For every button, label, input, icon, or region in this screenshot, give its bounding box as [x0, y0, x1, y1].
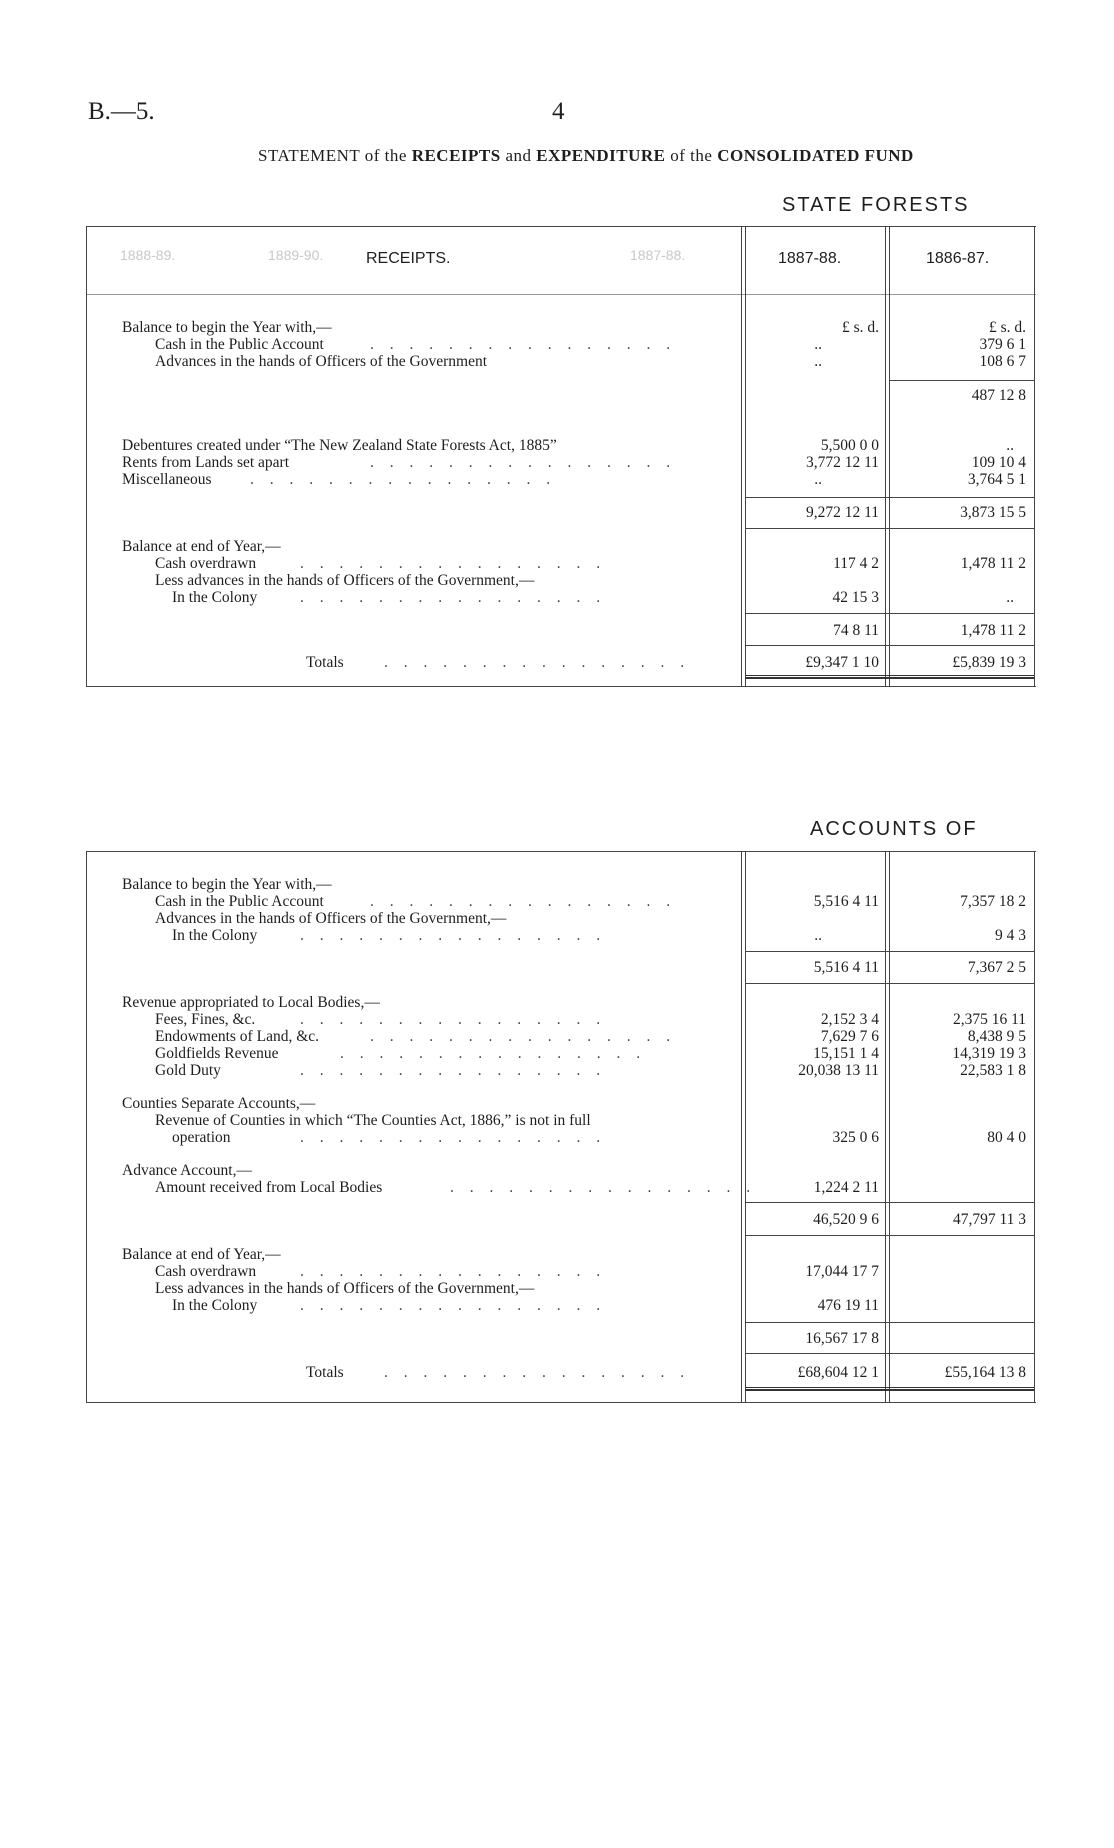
value-1887: 3,772 12 11 [805, 454, 879, 471]
value-1887: 325 0 6 [832, 1129, 879, 1146]
subtotal-1886: 47,797 11 3 [952, 1211, 1026, 1228]
value-1886: .. [1006, 437, 1014, 454]
row-label: Balance to begin the Year with,— [122, 876, 332, 893]
value-1886: 2,375 16 11 [952, 1011, 1026, 1028]
row-label: Miscellaneous [122, 471, 212, 488]
row-label: Cash overdrawn [155, 1263, 257, 1280]
value-1886: 109 10 4 [971, 454, 1026, 471]
row-label: In the Colony [172, 589, 258, 606]
row-label: In the Colony [172, 927, 258, 944]
subtotal-1887: 16,567 17 8 [805, 1330, 879, 1347]
value-1886: .. [1006, 589, 1014, 606]
row-label: Balance to begin the Year with,— [122, 319, 332, 336]
value-1887: 17,044 17 7 [805, 1263, 879, 1280]
accounts-of-title: ACCOUNTS OF [810, 818, 978, 840]
row-label: Endowments of Land, &c. [155, 1028, 320, 1045]
value-1887: 2,152 3 4 [820, 1011, 879, 1028]
row-label: Less advances in the hands of Officers of the Government,— [155, 572, 535, 589]
total-1886: £5,839 19 3 [952, 654, 1026, 671]
row-label: Revenue appropriated to Local Bodies,— [122, 994, 380, 1011]
state-forests-title: STATE FORESTS [782, 194, 970, 216]
subtotal-1886: 7,367 2 5 [967, 959, 1026, 976]
page-number: 4 [552, 98, 565, 125]
value-1886: 22,583 1 8 [960, 1062, 1026, 1079]
value-1886: 14,319 19 3 [952, 1045, 1026, 1062]
row-label: Balance at end of Year,— [122, 1246, 281, 1263]
subtotal-1886: 487 12 8 [971, 387, 1026, 404]
row-label: Goldfields Revenue [155, 1045, 279, 1062]
value-1887: 117 4 2 [833, 555, 879, 572]
total-1886: £55,164 13 8 [944, 1364, 1026, 1381]
value-1887: 5,516 4 11 [813, 893, 879, 910]
row-label: Advances in the hands of Officers of the Government [155, 353, 488, 370]
faint-header-2: 1889-90. [268, 247, 324, 263]
statement-title: STATEMENT of the RECEIPTS and EXPENDITURE of the CONSOLIDATED FUND [258, 146, 914, 165]
value-1887: .. [814, 927, 822, 944]
value-1886: 7,357 18 2 [960, 893, 1026, 910]
value-1887: 20,038 13 11 [798, 1062, 879, 1079]
currency-header-1887: £ s. d. [841, 319, 879, 336]
row-label: Cash in the Public Account [155, 336, 324, 353]
row-label: Revenue of Counties in which “The Counties Act, 1886,” is not in full [155, 1112, 591, 1129]
value-1887: .. [814, 353, 822, 370]
row-label: In the Colony [172, 1297, 258, 1314]
subtotal-1886: 1,478 11 2 [960, 622, 1026, 639]
row-label: Rents from Lands set apart [122, 454, 290, 471]
subtotal-1887: 9,272 12 11 [805, 504, 879, 521]
value-1887: 1,224 2 11 [813, 1179, 879, 1196]
value-1886: 1,478 11 2 [960, 555, 1026, 572]
report-reference: B.—5. [88, 98, 155, 125]
value-1887: 15,151 1 4 [813, 1045, 879, 1062]
totals-label: Totals [306, 654, 344, 671]
row-label: Gold Duty [155, 1062, 221, 1079]
value-1887: 476 19 11 [817, 1297, 879, 1314]
row-label: Cash in the Public Account [155, 893, 324, 910]
row-label: Counties Separate Accounts,— [122, 1095, 316, 1112]
row-label: Debentures created under “The New Zealand State Forests Act, 1885” [122, 437, 557, 454]
subtotal-1887: 46,520 9 6 [813, 1211, 879, 1228]
row-label: operation [172, 1129, 231, 1146]
row-label: Less advances in the hands of Officers of the Government,— [155, 1280, 535, 1297]
total-1887: £9,347 1 10 [805, 654, 879, 671]
subtotal-1887: 74 8 11 [833, 622, 879, 639]
value-1886: 8,438 9 5 [967, 1028, 1026, 1045]
value-1887: 5,500 0 0 [820, 437, 879, 454]
row-label: Balance at end of Year,— [122, 538, 281, 555]
value-1886: 3,764 5 1 [967, 471, 1026, 488]
row-label: Advance Account,— [122, 1162, 252, 1179]
row-label: Fees, Fines, &c. [155, 1011, 256, 1028]
column-header-receipts: RECEIPTS. [366, 250, 451, 267]
value-1887: 7,629 7 6 [820, 1028, 879, 1045]
value-1886: 108 6 7 [979, 353, 1026, 370]
totals-label: Totals [306, 1364, 344, 1381]
currency-header-1886: £ s. d. [988, 319, 1026, 336]
row-label: Cash overdrawn [155, 555, 257, 572]
row-label: Amount received from Local Bodies [155, 1179, 383, 1196]
total-1887: £68,604 12 1 [797, 1364, 879, 1381]
faint-header-1: 1888-89. [120, 247, 176, 263]
column-header-1887-88: 1887-88. [778, 250, 842, 267]
value-1887: 42 15 3 [832, 589, 879, 606]
subtotal-1887: 5,516 4 11 [813, 959, 879, 976]
row-label: Advances in the hands of Officers of the Government,— [155, 910, 507, 927]
value-1887: .. [814, 471, 822, 488]
column-header-1886-87: 1886-87. [926, 250, 990, 267]
faint-header-3: 1887-88. [630, 247, 686, 263]
value-1886: 80 4 0 [987, 1129, 1026, 1146]
value-1886: 379 6 1 [979, 336, 1026, 353]
value-1886: 9 4 3 [995, 927, 1026, 944]
value-1887: .. [814, 336, 822, 353]
subtotal-1886: 3,873 15 5 [960, 504, 1026, 521]
